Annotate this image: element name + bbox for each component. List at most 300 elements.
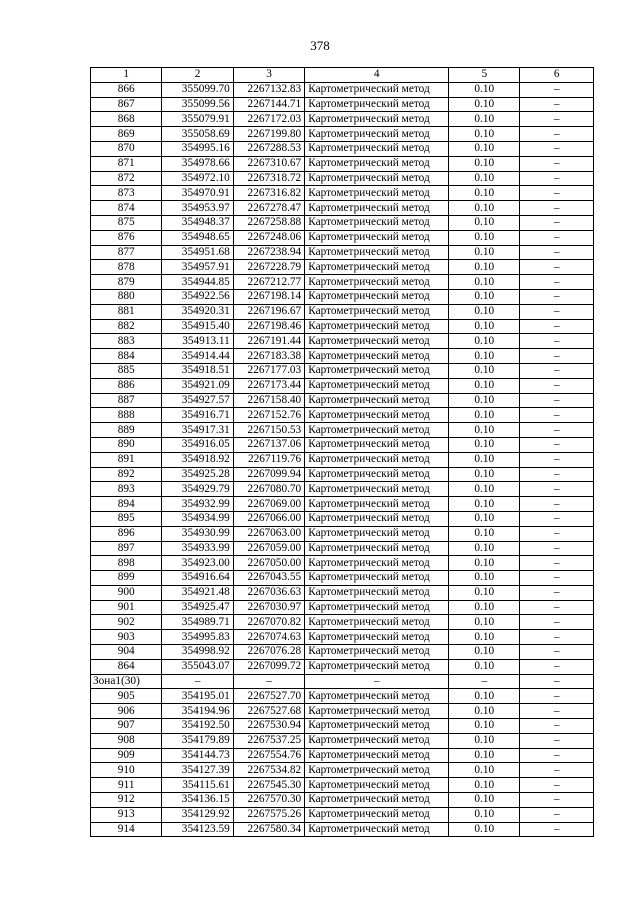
table-cell-col-2: 354916.05 <box>162 437 233 452</box>
table-cell-col-3: 2267316.82 <box>233 186 304 201</box>
coordinates-table <box>90 67 594 837</box>
table-cell-col-4: Картометрический метод <box>305 733 449 748</box>
table-cell-col-5: 0.10 <box>449 615 520 630</box>
column-header-6: 6 <box>520 68 594 83</box>
table-row <box>91 215 594 230</box>
table-cell-col-3: – <box>233 674 304 689</box>
table-cell-col-4: Картометрический метод <box>305 659 449 674</box>
table-header-row <box>91 68 594 83</box>
table-cell-col-5: 0.10 <box>449 645 520 660</box>
table-row <box>91 659 594 674</box>
table-cell-col-2: 355099.56 <box>162 97 233 112</box>
table-cell-col-2: 355079.91 <box>162 112 233 127</box>
table-cell-col-2: 354913.11 <box>162 334 233 349</box>
table-cell-col-3: 2267288.53 <box>233 141 304 156</box>
table-cell-col-4: Картометрический метод <box>305 275 449 290</box>
table-row <box>91 245 594 260</box>
table-cell-col-5: 0.10 <box>449 600 520 615</box>
table-cell-col-1: 909 <box>91 748 162 763</box>
table-cell-col-4: Картометрический метод <box>305 230 449 245</box>
table-cell-col-5: 0.10 <box>449 349 520 364</box>
table-cell-col-5: 0.10 <box>449 97 520 112</box>
table-row <box>91 363 594 378</box>
table-cell-col-5: 0.10 <box>449 778 520 793</box>
table-cell-col-4: Картометрический метод <box>305 423 449 438</box>
table-cell-col-6: – <box>520 763 594 778</box>
table-cell-col-1: 910 <box>91 763 162 778</box>
table-cell-col-2: 354925.47 <box>162 600 233 615</box>
table-cell-col-6: – <box>520 822 594 837</box>
table-cell-col-2: 354194.96 <box>162 704 233 719</box>
table-cell-col-4: Картометрический метод <box>305 689 449 704</box>
table-row <box>91 230 594 245</box>
table-cell-col-6: – <box>520 289 594 304</box>
table-cell-col-6: – <box>520 230 594 245</box>
table-cell-col-3: 2267530.94 <box>233 719 304 734</box>
table-row <box>91 822 594 837</box>
table-cell-col-2: 354920.31 <box>162 304 233 319</box>
table-cell-col-4: Картометрический метод <box>305 615 449 630</box>
table-cell-col-2: 354995.16 <box>162 141 233 156</box>
table-cell-col-5: 0.10 <box>449 334 520 349</box>
table-cell-col-5: 0.10 <box>449 230 520 245</box>
table-row <box>91 452 594 467</box>
table-row <box>91 778 594 793</box>
table-cell-col-3: 2267043.55 <box>233 571 304 586</box>
table-cell-col-1: 899 <box>91 571 162 586</box>
table-cell-col-1: 901 <box>91 600 162 615</box>
table-cell-col-3: 2267036.63 <box>233 585 304 600</box>
table-cell-col-2: 354917.31 <box>162 423 233 438</box>
table-cell-col-1: 867 <box>91 97 162 112</box>
table-cell-col-1: 900 <box>91 585 162 600</box>
table-cell-col-3: 2267537.25 <box>233 733 304 748</box>
table-cell-col-2: 354129.92 <box>162 807 233 822</box>
table-cell-col-3: 2267080.70 <box>233 482 304 497</box>
table-cell-col-4: Картометрический метод <box>305 763 449 778</box>
table-cell-col-1: 897 <box>91 541 162 556</box>
table-cell-col-1: 864 <box>91 659 162 674</box>
table-cell-col-4: Картометрический метод <box>305 408 449 423</box>
table-cell-col-6: – <box>520 127 594 142</box>
table-cell-col-1: 913 <box>91 807 162 822</box>
table-cell-col-6: – <box>520 645 594 660</box>
table-cell-col-2: 354932.99 <box>162 497 233 512</box>
table-cell-col-4: Картометрический метод <box>305 97 449 112</box>
table-cell-col-2: 354929.79 <box>162 482 233 497</box>
table-cell-col-6: – <box>520 378 594 393</box>
table-cell-col-4: Картометрический метод <box>305 511 449 526</box>
table-cell-col-5: 0.10 <box>449 423 520 438</box>
table-cell-col-5: 0.10 <box>449 556 520 571</box>
table-cell-col-2: 354918.51 <box>162 363 233 378</box>
table-cell-col-2: 354195.01 <box>162 689 233 704</box>
table-cell-col-5: 0.10 <box>449 437 520 452</box>
table-row <box>91 393 594 408</box>
table-cell-col-2: 354127.39 <box>162 763 233 778</box>
table-cell-col-5: 0.10 <box>449 275 520 290</box>
table-cell-col-2: 354923.00 <box>162 556 233 571</box>
table-cell-col-2: 354922.56 <box>162 289 233 304</box>
table-row <box>91 556 594 571</box>
table-cell-col-4: Картометрический метод <box>305 630 449 645</box>
table-cell-col-2: 354970.91 <box>162 186 233 201</box>
table-row <box>91 793 594 808</box>
table-cell-col-3: 2267177.03 <box>233 363 304 378</box>
table-cell-col-4: Картометрический метод <box>305 556 449 571</box>
table-cell-col-6: – <box>520 659 594 674</box>
table-row <box>91 600 594 615</box>
table-cell-col-3: 2267212.77 <box>233 275 304 290</box>
table-row <box>91 689 594 704</box>
table-cell-col-2: 354995.83 <box>162 630 233 645</box>
table-cell-col-3: 2267066.00 <box>233 511 304 526</box>
table-row <box>91 571 594 586</box>
page-number: 378 <box>310 38 330 53</box>
column-header-5: 5 <box>449 68 520 83</box>
column-header-1: 1 <box>91 68 162 83</box>
table-cell-col-2: 354998.92 <box>162 645 233 660</box>
table-row <box>91 482 594 497</box>
table-row <box>91 275 594 290</box>
table-cell-col-3: 2267158.40 <box>233 393 304 408</box>
table-row <box>91 171 594 186</box>
table-cell-col-6: – <box>520 704 594 719</box>
table-cell-col-4: Картометрический метод <box>305 437 449 452</box>
table-row <box>91 733 594 748</box>
table-cell-col-6: – <box>520 556 594 571</box>
table-cell-col-4: Картометрический метод <box>305 201 449 216</box>
table-cell-col-6: – <box>520 793 594 808</box>
table-cell-col-2: 354989.71 <box>162 615 233 630</box>
table-cell-col-6: – <box>520 541 594 556</box>
table-cell-col-5: 0.10 <box>449 452 520 467</box>
table-cell-col-1: 869 <box>91 127 162 142</box>
table-cell-col-3: 2267248.06 <box>233 230 304 245</box>
table-cell-col-5: 0.10 <box>449 186 520 201</box>
table-cell-col-1: 878 <box>91 260 162 275</box>
table-row <box>91 423 594 438</box>
table-cell-col-1: 866 <box>91 82 162 97</box>
table-cell-col-1: 882 <box>91 319 162 334</box>
table-cell-col-5: 0.10 <box>449 260 520 275</box>
table-cell-col-3: 2267137.06 <box>233 437 304 452</box>
table-cell-col-4: Картометрический метод <box>305 645 449 660</box>
table-cell-col-3: 2267173.44 <box>233 378 304 393</box>
table-cell-col-6: – <box>520 719 594 734</box>
table-cell-col-6: – <box>520 393 594 408</box>
table-cell-col-5: 0.10 <box>449 822 520 837</box>
table-cell-col-5: 0.10 <box>449 571 520 586</box>
table-row <box>91 112 594 127</box>
table-row <box>91 156 594 171</box>
table-cell-col-5: 0.10 <box>449 689 520 704</box>
table-cell-col-2: 354925.28 <box>162 467 233 482</box>
table-cell-col-1: 903 <box>91 630 162 645</box>
table-cell-col-4: Картометрический метод <box>305 334 449 349</box>
table-cell-col-5: 0.10 <box>449 467 520 482</box>
table-cell-col-2: – <box>162 674 233 689</box>
table-row <box>91 437 594 452</box>
table-cell-col-3: 2267527.68 <box>233 704 304 719</box>
table-cell-col-5: 0.10 <box>449 215 520 230</box>
table-cell-col-5: 0.10 <box>449 289 520 304</box>
table-cell-col-3: 2267310.67 <box>233 156 304 171</box>
table-cell-col-4: Картометрический метод <box>305 793 449 808</box>
table-row <box>91 467 594 482</box>
table-cell-col-1: 874 <box>91 201 162 216</box>
table-cell-col-6: – <box>520 437 594 452</box>
table-cell-col-6: – <box>520 215 594 230</box>
table-cell-col-4: Картометрический метод <box>305 304 449 319</box>
table-cell-col-1: 891 <box>91 452 162 467</box>
table-cell-col-6: – <box>520 349 594 364</box>
table-cell-col-2: 354914.44 <box>162 349 233 364</box>
table-cell-col-5: 0.10 <box>449 511 520 526</box>
table-cell-col-3: 2267070.82 <box>233 615 304 630</box>
table-cell-col-3: 2267554.76 <box>233 748 304 763</box>
table-row <box>91 630 594 645</box>
table-cell-col-3: 2267099.94 <box>233 467 304 482</box>
table-cell-col-3: 2267076.28 <box>233 645 304 660</box>
table-row <box>91 141 594 156</box>
table-cell-col-2: 354179.89 <box>162 733 233 748</box>
table-cell-col-3: 2267183.38 <box>233 349 304 364</box>
table-cell-col-4: Картометрический метод <box>305 585 449 600</box>
table-cell-col-6: – <box>520 171 594 186</box>
table-row <box>91 511 594 526</box>
table-cell-col-2: 354948.65 <box>162 230 233 245</box>
table-cell-col-1: 905 <box>91 689 162 704</box>
table-row <box>91 289 594 304</box>
table-cell-col-5: 0.10 <box>449 319 520 334</box>
table-cell-col-1: 907 <box>91 719 162 734</box>
table-cell-col-2: 354918.92 <box>162 452 233 467</box>
table-cell-col-4: Картометрический метод <box>305 260 449 275</box>
table-row <box>91 378 594 393</box>
table-cell-col-3: 2267152.76 <box>233 408 304 423</box>
table-cell-col-3: 2267050.00 <box>233 556 304 571</box>
table-cell-col-4: Картометрический метод <box>305 748 449 763</box>
table-cell-col-6: – <box>520 334 594 349</box>
table-cell-col-4: Картометрический метод <box>305 215 449 230</box>
table-cell-col-4: Картометрический метод <box>305 378 449 393</box>
table-cell-col-4: Картометрический метод <box>305 141 449 156</box>
column-header-3: 3 <box>233 68 304 83</box>
table-cell-col-4: Картометрический метод <box>305 467 449 482</box>
table-cell-col-5: 0.10 <box>449 793 520 808</box>
table-cell-col-6: – <box>520 452 594 467</box>
table-cell-col-3: 2267570.30 <box>233 793 304 808</box>
table-cell-col-2: 354951.68 <box>162 245 233 260</box>
table-cell-col-6: – <box>520 363 594 378</box>
table-row <box>91 304 594 319</box>
table-cell-col-2: 354192.50 <box>162 719 233 734</box>
table-cell-col-4: Картометрический метод <box>305 289 449 304</box>
table-cell-col-2: 354978.66 <box>162 156 233 171</box>
table-row <box>91 763 594 778</box>
table-cell-col-3: 2267059.00 <box>233 541 304 556</box>
table-cell-col-5: 0.10 <box>449 659 520 674</box>
table-cell-col-6: – <box>520 674 594 689</box>
zone-separator-row <box>91 674 594 689</box>
table-cell-col-6: – <box>520 571 594 586</box>
table-cell-col-4: Картометрический метод <box>305 482 449 497</box>
table-cell-col-5: 0.10 <box>449 304 520 319</box>
table-cell-col-3: 2267150.53 <box>233 423 304 438</box>
table-cell-col-1: 894 <box>91 497 162 512</box>
table-cell-col-5: 0.10 <box>449 112 520 127</box>
table-cell-col-5: 0.10 <box>449 630 520 645</box>
table-cell-col-3: 2267580.34 <box>233 822 304 837</box>
table-cell-col-1: 898 <box>91 556 162 571</box>
table-cell-col-1: 879 <box>91 275 162 290</box>
table-cell-col-6: – <box>520 186 594 201</box>
table-row <box>91 319 594 334</box>
table-cell-col-1: Зона1(30) <box>91 674 162 689</box>
table-cell-col-1: 870 <box>91 141 162 156</box>
table-cell-col-1: 876 <box>91 230 162 245</box>
table-row <box>91 807 594 822</box>
table-cell-col-3: 2267278.47 <box>233 201 304 216</box>
table-cell-col-4: Картометрический метод <box>305 156 449 171</box>
table-cell-col-1: 877 <box>91 245 162 260</box>
table-cell-col-4: Картометрический метод <box>305 807 449 822</box>
table-cell-col-4: Картометрический метод <box>305 719 449 734</box>
table-cell-col-3: 2267199.80 <box>233 127 304 142</box>
table-cell-col-6: – <box>520 408 594 423</box>
table-row <box>91 201 594 216</box>
table-cell-col-5: 0.10 <box>449 408 520 423</box>
table-cell-col-5: 0.10 <box>449 733 520 748</box>
table-cell-col-1: 889 <box>91 423 162 438</box>
table-cell-col-1: 892 <box>91 467 162 482</box>
table-cell-col-3: 2267545.30 <box>233 778 304 793</box>
table-cell-col-5: 0.10 <box>449 363 520 378</box>
table-cell-col-1: 888 <box>91 408 162 423</box>
table-cell-col-2: 354930.99 <box>162 526 233 541</box>
table-cell-col-5: 0.10 <box>449 201 520 216</box>
table-cell-col-1: 868 <box>91 112 162 127</box>
table-cell-col-1: 887 <box>91 393 162 408</box>
table-cell-col-5: 0.10 <box>449 127 520 142</box>
table-cell-col-5: 0.10 <box>449 171 520 186</box>
table-cell-col-6: – <box>520 600 594 615</box>
table-cell-col-6: – <box>520 807 594 822</box>
table-cell-col-6: – <box>520 201 594 216</box>
table-cell-col-5: 0.10 <box>449 807 520 822</box>
table-cell-col-4: Картометрический метод <box>305 363 449 378</box>
table-cell-col-1: 883 <box>91 334 162 349</box>
table-cell-col-5: 0.10 <box>449 245 520 260</box>
table-cell-col-1: 885 <box>91 363 162 378</box>
table-cell-col-6: – <box>520 304 594 319</box>
table-cell-col-6: – <box>520 156 594 171</box>
table-cell-col-3: 2267172.03 <box>233 112 304 127</box>
table-row <box>91 260 594 275</box>
table-cell-col-5: 0.10 <box>449 704 520 719</box>
table-cell-col-3: 2267198.14 <box>233 289 304 304</box>
table-cell-col-1: 912 <box>91 793 162 808</box>
table-cell-col-2: 354972.10 <box>162 171 233 186</box>
table-cell-col-6: – <box>520 689 594 704</box>
table-cell-col-2: 354915.40 <box>162 319 233 334</box>
table-cell-col-3: 2267258.88 <box>233 215 304 230</box>
table-cell-col-4: Картометрический метод <box>305 349 449 364</box>
table-cell-col-3: 2267119.76 <box>233 452 304 467</box>
table-cell-col-2: 354944.85 <box>162 275 233 290</box>
table-cell-col-2: 354957.91 <box>162 260 233 275</box>
table-row <box>91 585 594 600</box>
table-cell-col-1: 902 <box>91 615 162 630</box>
table-cell-col-5: 0.10 <box>449 141 520 156</box>
table-cell-col-4: Картометрический метод <box>305 704 449 719</box>
table-cell-col-6: – <box>520 112 594 127</box>
table-cell-col-2: 354921.09 <box>162 378 233 393</box>
table-cell-col-6: – <box>520 748 594 763</box>
table-cell-col-4: Картометрический метод <box>305 600 449 615</box>
table-cell-col-3: 2267318.72 <box>233 171 304 186</box>
table-cell-col-1: 911 <box>91 778 162 793</box>
table-cell-col-6: – <box>520 526 594 541</box>
table-cell-col-5: 0.10 <box>449 497 520 512</box>
table-cell-col-4: Картометрический метод <box>305 245 449 260</box>
table-body <box>91 82 594 837</box>
table-cell-col-6: – <box>520 82 594 97</box>
table-cell-col-6: – <box>520 630 594 645</box>
table-cell-col-3: 2267069.00 <box>233 497 304 512</box>
table-cell-col-5: 0.10 <box>449 82 520 97</box>
table-cell-col-4: Картометрический метод <box>305 171 449 186</box>
table-cell-col-2: 355099.70 <box>162 82 233 97</box>
table-cell-col-4: Картометрический метод <box>305 541 449 556</box>
table-row <box>91 97 594 112</box>
table-cell-col-4: Картометрический метод <box>305 82 449 97</box>
table-cell-col-2: 354136.15 <box>162 793 233 808</box>
table-cell-col-3: 2267228.79 <box>233 260 304 275</box>
table-cell-col-5: 0.10 <box>449 156 520 171</box>
table-cell-col-6: – <box>520 319 594 334</box>
table-cell-col-5: 0.10 <box>449 482 520 497</box>
table-row <box>91 645 594 660</box>
table-cell-col-4: – <box>305 674 449 689</box>
table-cell-col-4: Картометрический метод <box>305 526 449 541</box>
table-cell-col-5: – <box>449 674 520 689</box>
table-row <box>91 748 594 763</box>
table-cell-col-3: 2267144.71 <box>233 97 304 112</box>
table-cell-col-1: 873 <box>91 186 162 201</box>
table-row <box>91 127 594 142</box>
table-cell-col-1: 896 <box>91 526 162 541</box>
table-cell-col-2: 354916.71 <box>162 408 233 423</box>
table-row <box>91 186 594 201</box>
table-cell-col-1: 906 <box>91 704 162 719</box>
table-cell-col-1: 908 <box>91 733 162 748</box>
table-cell-col-2: 354144.73 <box>162 748 233 763</box>
table-cell-col-4: Картометрический метод <box>305 497 449 512</box>
table-cell-col-5: 0.10 <box>449 585 520 600</box>
table-cell-col-6: – <box>520 275 594 290</box>
table-cell-col-3: 2267063.00 <box>233 526 304 541</box>
table-cell-col-1: 893 <box>91 482 162 497</box>
table-cell-col-2: 354916.64 <box>162 571 233 586</box>
table-cell-col-6: – <box>520 141 594 156</box>
table-row <box>91 497 594 512</box>
table-cell-col-4: Картометрический метод <box>305 571 449 586</box>
table-cell-col-3: 2267527.70 <box>233 689 304 704</box>
table-cell-col-2: 354933.99 <box>162 541 233 556</box>
table-cell-col-1: 884 <box>91 349 162 364</box>
